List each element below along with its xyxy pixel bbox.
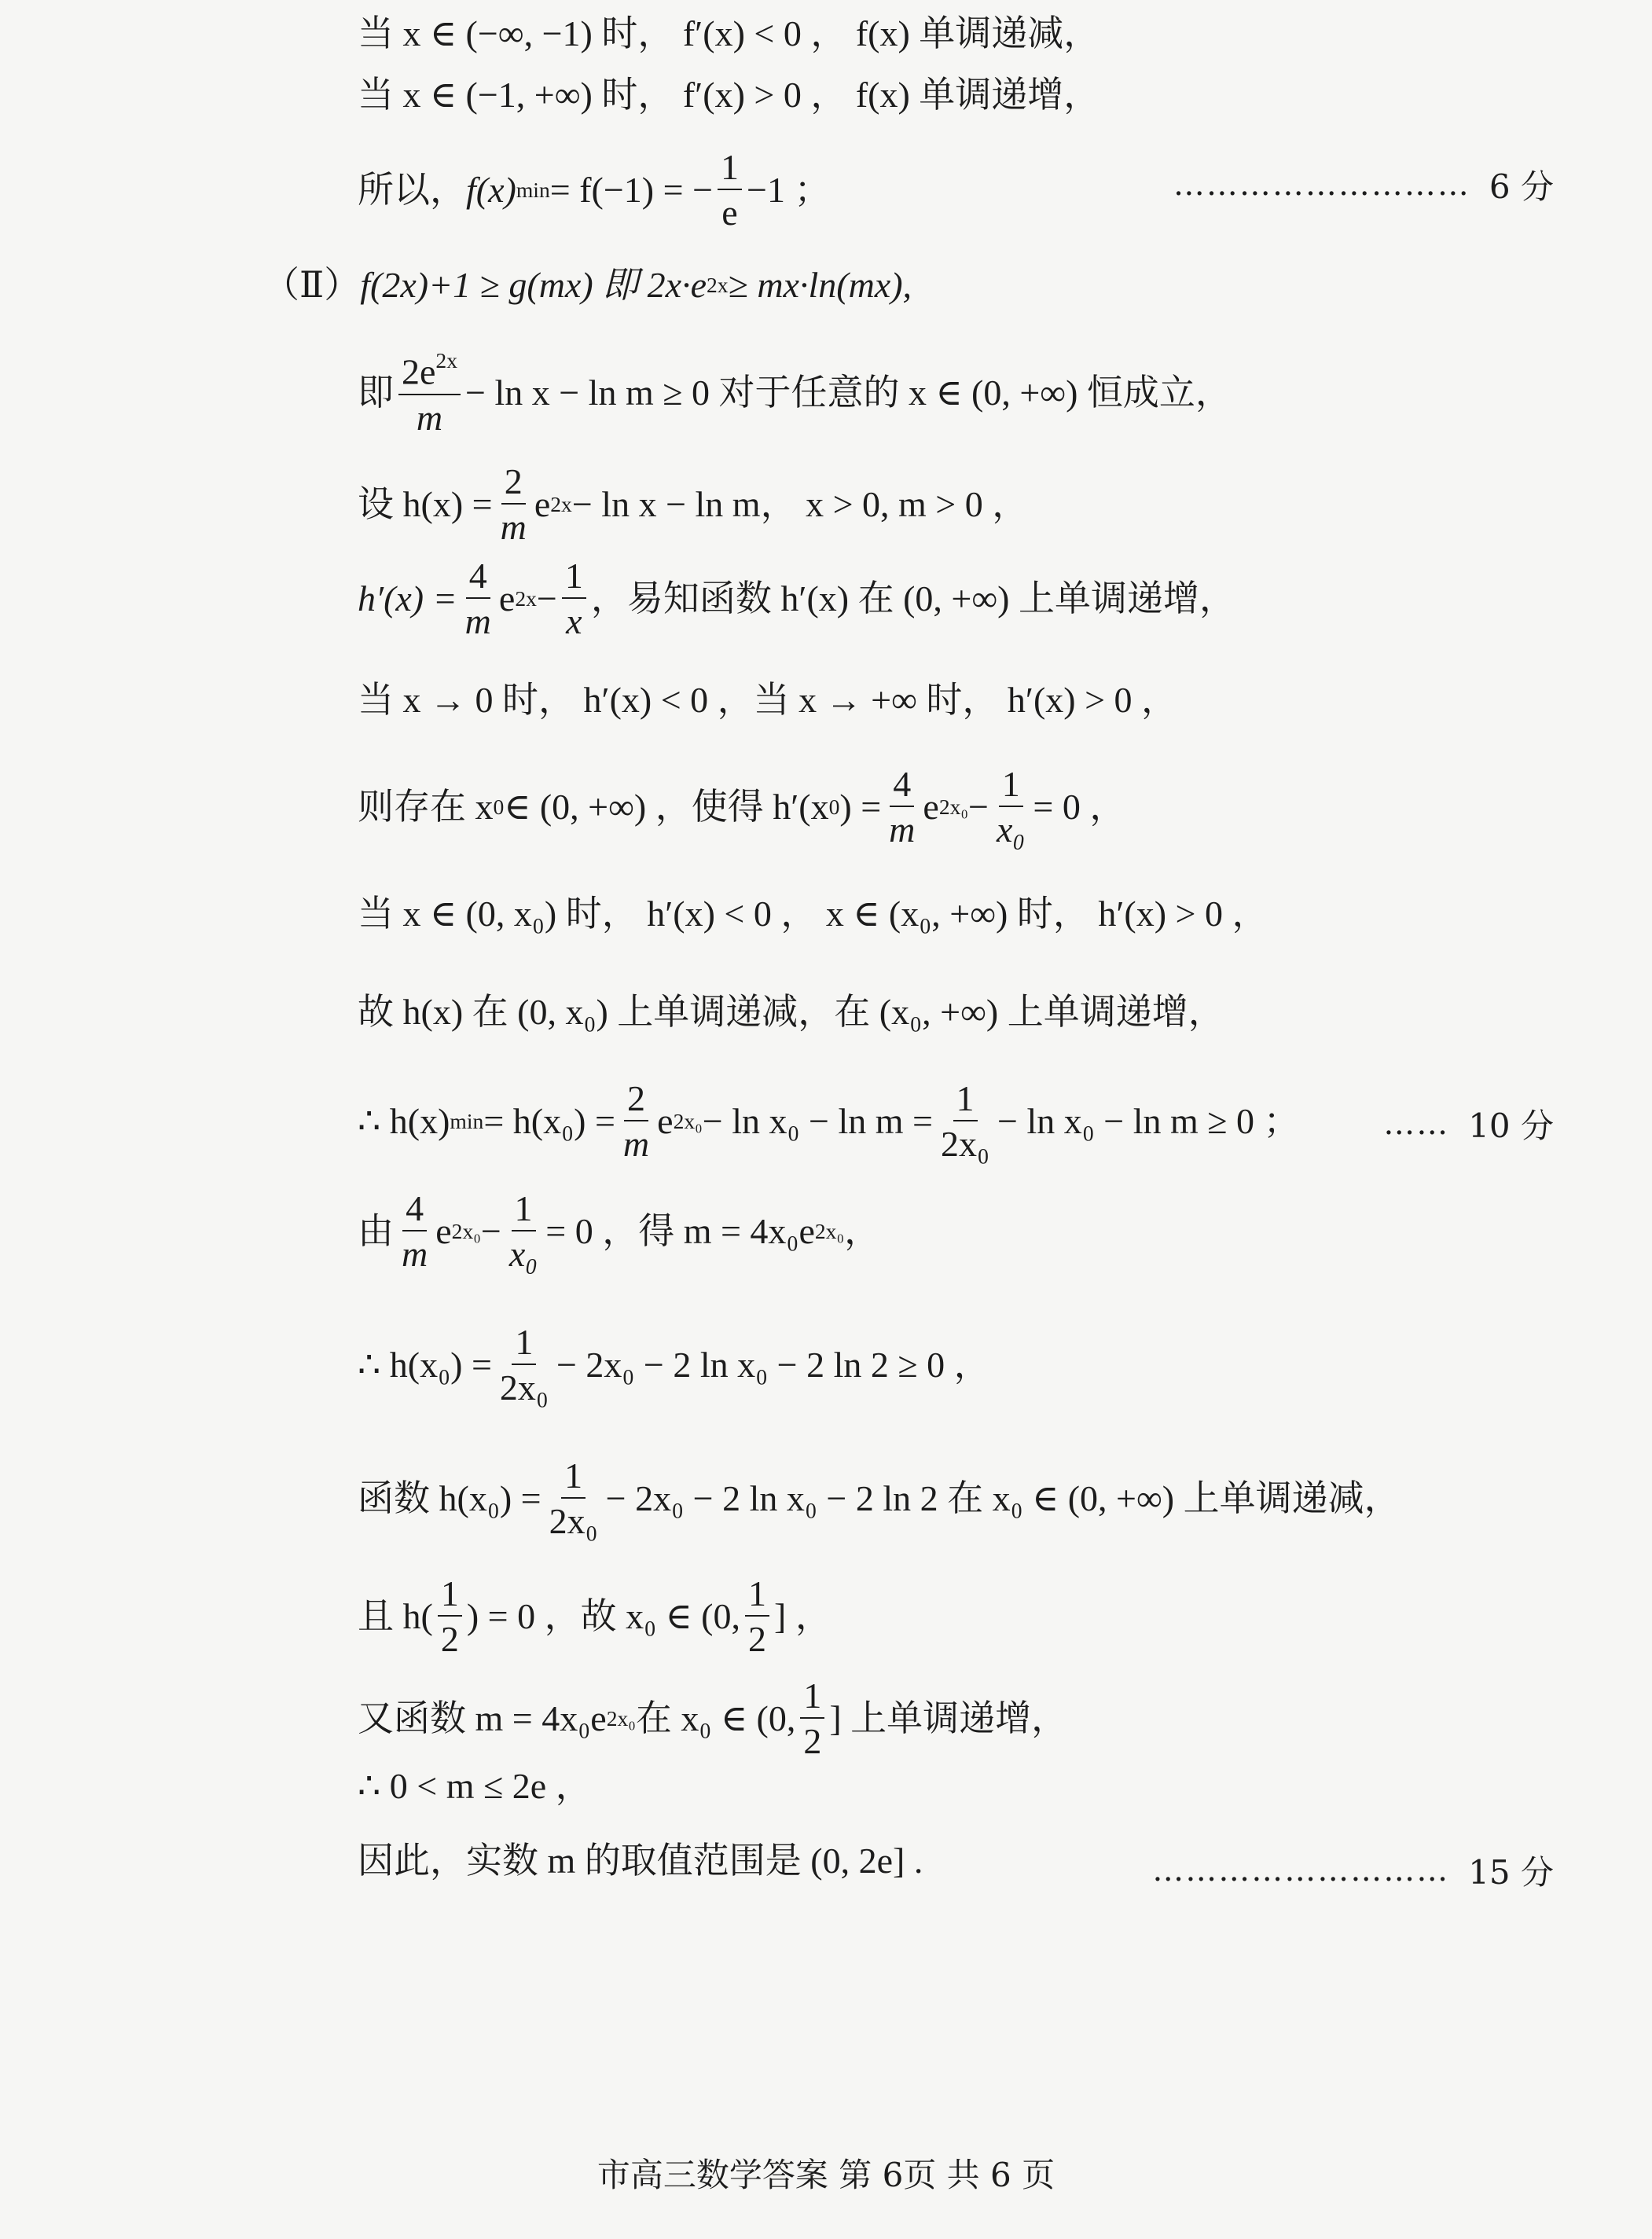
line-increasing: 当 x ∈ (−1, +∞) 时， f′(x) > 0 ， f(x) 单调递增， <box>358 75 1100 115</box>
line-decreasing: 当 x ∈ (−∞, −1) 时， f′(x) < 0 ， f(x) 单调递减， <box>358 13 1100 53</box>
line-exists-x0: 则存在 x 0 ∈ (0, +∞) ，使得 h′(x 0 ) = $\frac{4}{m}$ e 2x₀ − $\frac{1}{\text{x₀}}$ = 0 ， <box>358 764 1126 850</box>
line-inequality: 即 $\frac{2e^{2x}}{m}$ − ln x − ln m ≥ 0 对于任意的 x ∈ (0, +∞) 恒成立， <box>358 348 1232 438</box>
fraction: $\frac{1}{2}$ <box>745 1576 769 1657</box>
fraction: $\frac{2}{m}$ <box>500 461 527 547</box>
line-limits: 当 x → 0 时， h′(x) < 0 ，当 x → +∞ 时， h′(x) > 0 ， <box>358 680 1178 720</box>
fraction: $\frac{4}{m}$ <box>464 556 491 641</box>
fraction: $\frac{1}{x}$ <box>562 558 586 640</box>
line-monotonic: 故 h(x) 在 (0, x₀) 上单调递减，在 (x₀, +∞) 上单调递增， <box>358 992 1224 1032</box>
line-h-x0: ∴ h(x₀) = $\frac{1}{\text{2x₀}}$ − 2x₀ − 2 ln x₀ − 2 ln 2 ≥ 0 ， <box>358 1322 990 1408</box>
fraction: $\frac{1}{2}$ <box>438 1576 462 1657</box>
line-conclusion: 因此，实数 m 的取值范围是 (0, 2e] . <box>358 1841 923 1881</box>
score-10: …… 10 分 <box>1383 1106 1554 1145</box>
line-h-half: 且 h( $\frac{1}{2}$ ) = 0 ，故 x₀ ∈ (0, $\frac{1}{2}$ ] ， <box>358 1573 832 1659</box>
line-m-range: ∴ 0 < m ≤ 2e ， <box>358 1766 592 1806</box>
fraction: $\frac{1}{\text{x₀}}$ <box>508 1188 538 1274</box>
fraction: $\frac{1}{\text{2x₀}}$ <box>499 1322 549 1408</box>
line-m-increasing: 又函数 m = 4x₀e 2x₀ 在 x₀ ∈ (0, $\frac{1}{2}$ ] 上单调递增， <box>358 1676 1068 1761</box>
fraction: $\frac{1}{\text{2x₀}}$ <box>941 1078 990 1164</box>
fraction: $\frac{2}{m}$ <box>622 1078 650 1164</box>
line-h-min: ∴ h(x) min = h(x₀) = $\frac{2}{m}$ e 2x₀ − ln x₀ − ln m = $\frac{1}{\text{2x₀}}$ − ln x₀ − ln m ≥ 0 ； <box>358 1078 1300 1164</box>
part2-heading: （Ⅱ） f(2x)+1 ≥ g(mx) 即 2x·e 2x ≥ mx·ln(mx), <box>263 265 912 305</box>
line-function-h-x0: 函数 h(x₀) = $\frac{1}{\text{2x₀}}$ − 2x₀ − 2 ln x₀ − 2 ln 2 在 x₀ ∈ (0, +∞) 上单调递减， <box>358 1455 1401 1541</box>
line-define-h: 设 h(x) = $\frac{2}{m}$ e 2x − ln x − ln m， x > 0, m > 0 ， <box>358 461 1029 547</box>
line-h-derivative: h′(x) = $\frac{4}{m}$ e 2x − $\frac{1}{x}$ ，易知函数 h′(x) 在 (0, +∞) 上单调递增， <box>358 556 1235 641</box>
page-footer: 市高三数学答案 第 6页 共 6 页 <box>597 2156 1055 2194</box>
line-minimum: 所以， f(x) min = f(−1) = − $\frac{1}{e}$ −1 ； <box>358 147 831 233</box>
fraction: $\frac{1}{\text{x₀}}$ <box>997 764 1026 850</box>
fraction: $\frac{1}{e}$ <box>718 149 742 231</box>
fraction: $\frac{4}{m}$ <box>889 764 916 850</box>
fraction: $\frac{1}{2}$ <box>800 1678 824 1760</box>
score-15: ……………………… 15 分 <box>1152 1852 1554 1892</box>
line-sign-intervals: 当 x ∈ (0, x₀) 时， h′(x) < 0 ， x ∈ (x₀, +∞) 时， h′(x) > 0 ， <box>358 894 1268 934</box>
score-6: ……………………… 6 分 <box>1173 167 1554 206</box>
line-solve-m: 由 $\frac{4}{m}$ e 2x₀ − $\frac{1}{\text{x₀}}$ = 0 ，得 m = 4x₀e 2x₀ ， <box>358 1188 881 1274</box>
fraction: $\frac{4}{m}$ <box>402 1188 428 1274</box>
fraction: $\frac{1}{\text{2x₀}}$ <box>549 1455 598 1541</box>
fraction: $\frac{2e^{2x}}{m}$ <box>398 350 461 436</box>
